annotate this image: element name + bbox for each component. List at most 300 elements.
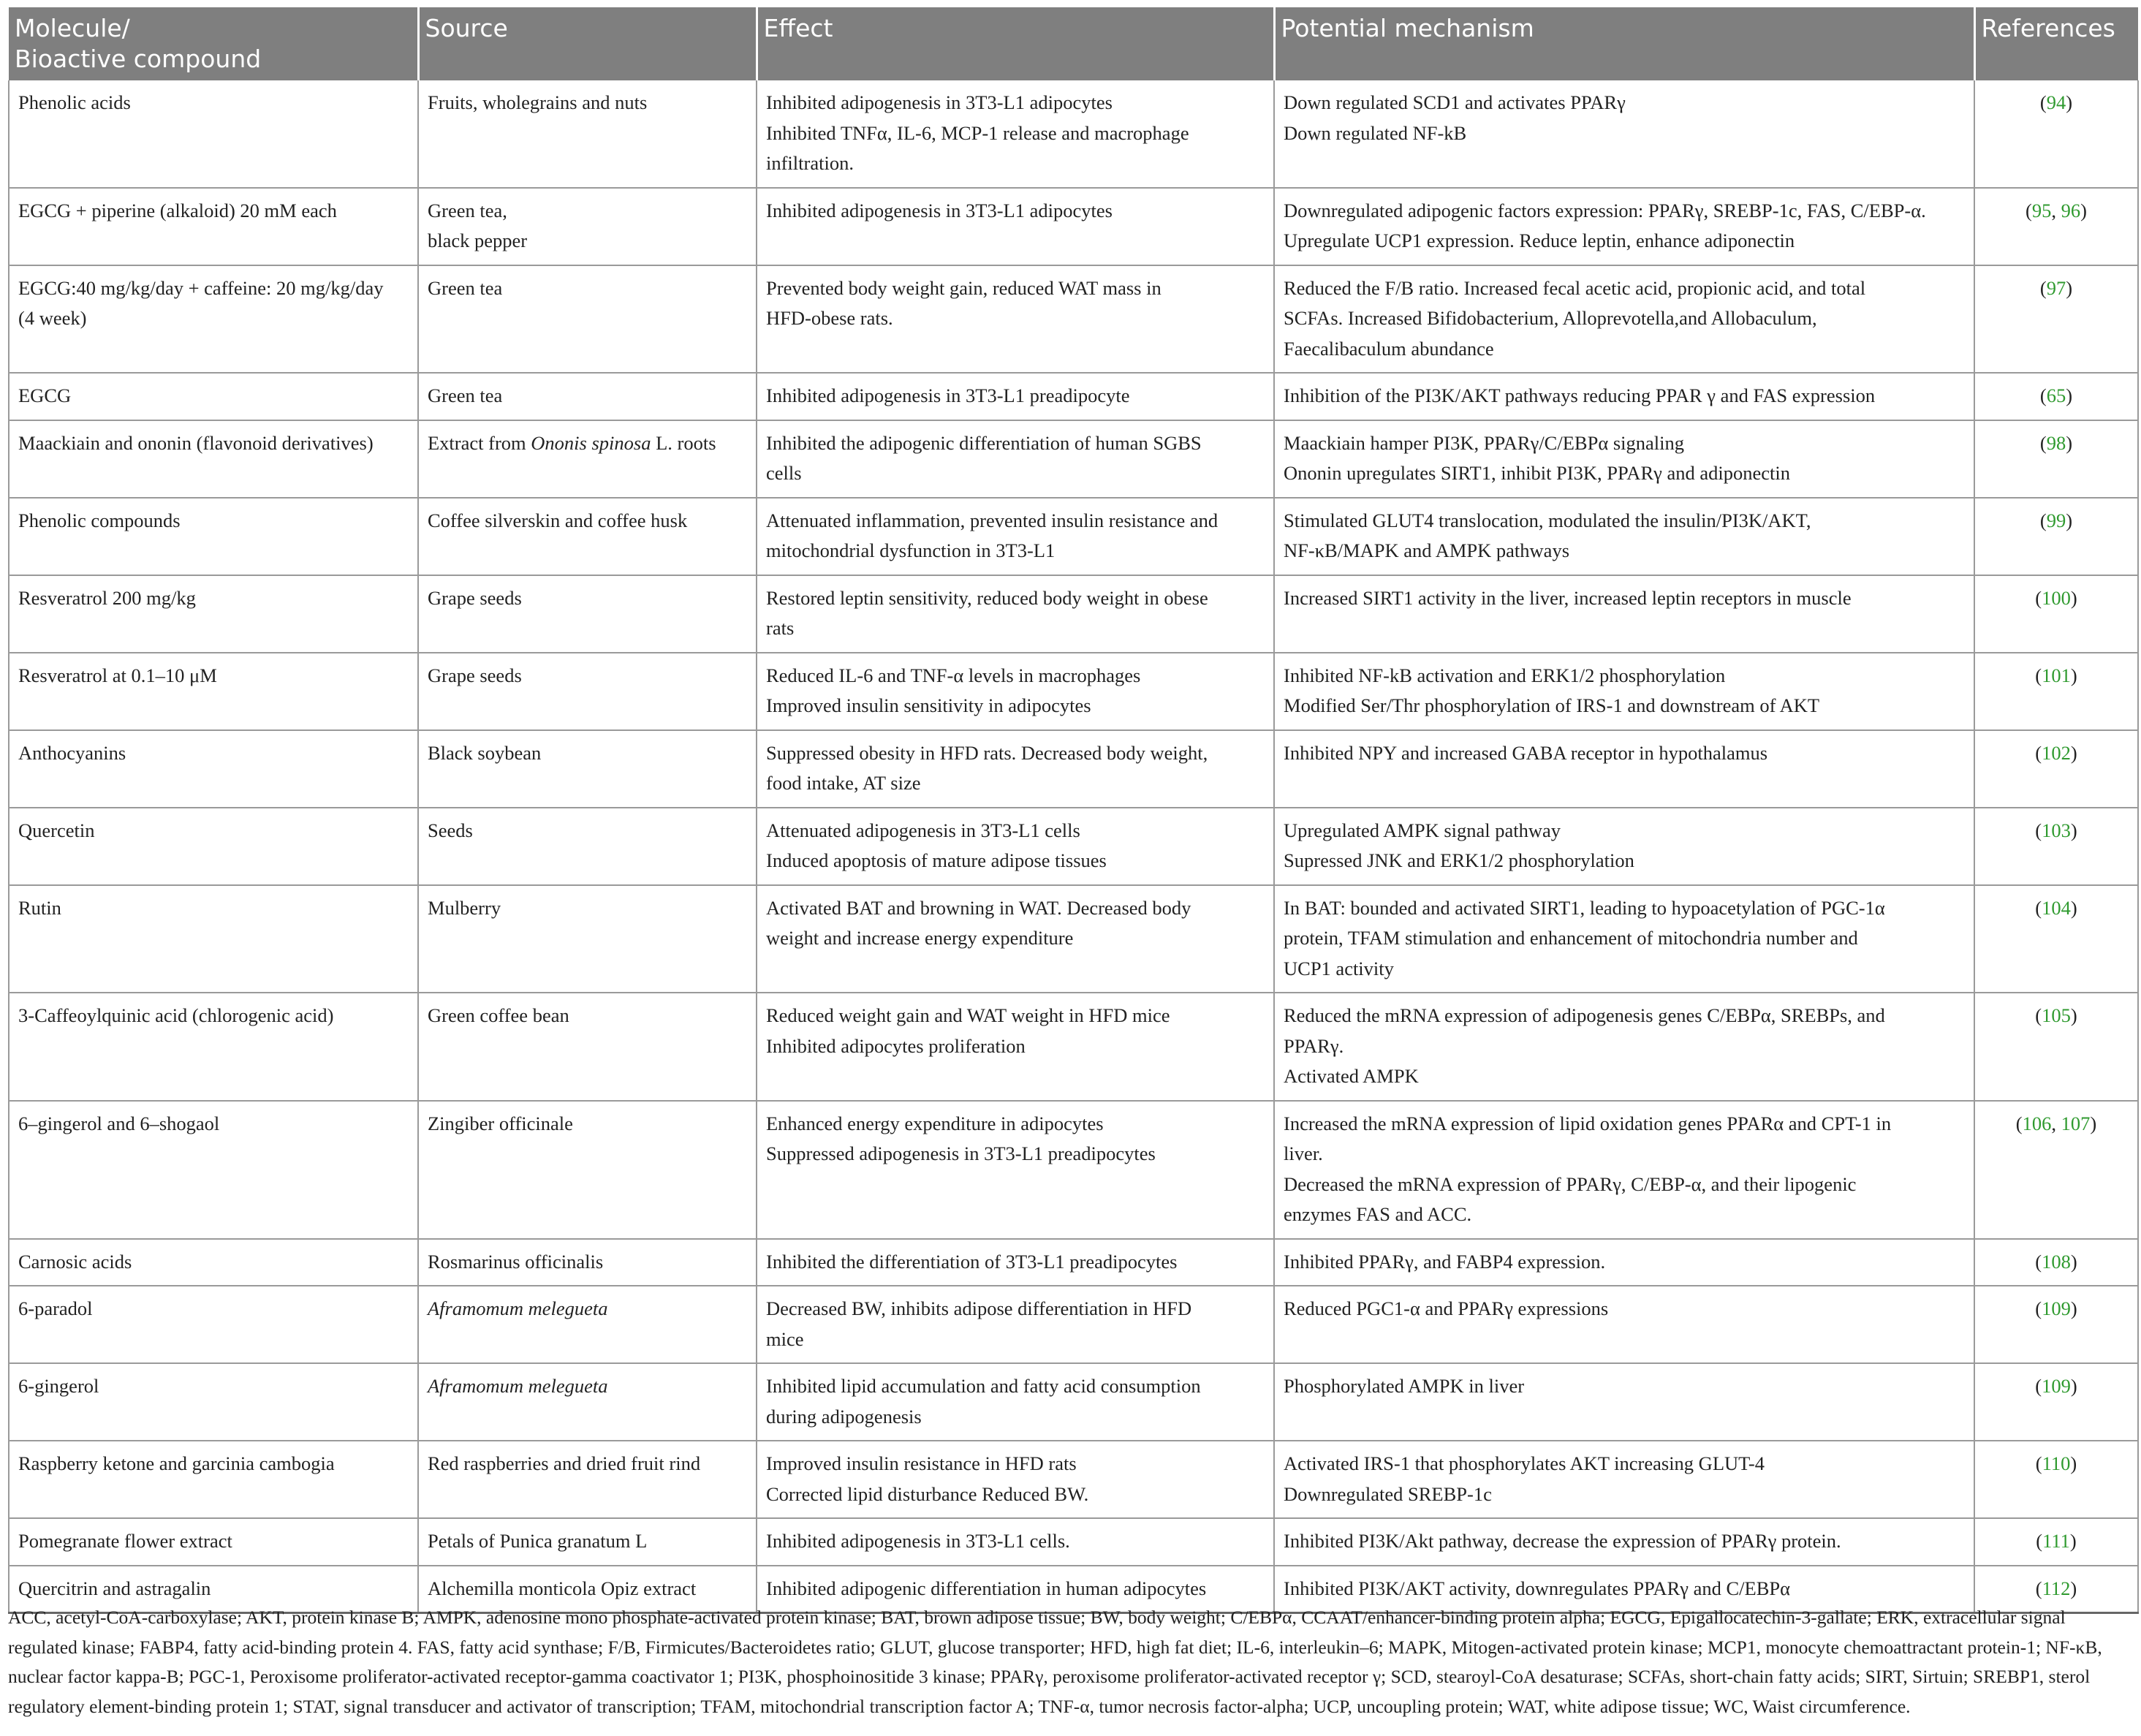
source-text: L. roots [651, 431, 716, 454]
ref-close-paren: ) [2069, 1530, 2077, 1552]
molecule-cell [9, 1101, 418, 1239]
effect-cell-line: Suppressed obesity in HFD rats. Decreased body weight, [766, 741, 1208, 764]
mechanism-cell-line: Faecalibaculum abundance [1284, 337, 1494, 360]
source-cell-line [428, 1247, 747, 1278]
source-cell-line [428, 1109, 747, 1140]
molecule-cell [9, 575, 418, 653]
table-row [9, 1239, 2138, 1286]
source-text: Black soybean [428, 741, 542, 764]
mechanism-cell-line: Phosphorylated AMPK in liver [1284, 1375, 1525, 1397]
table-row [9, 808, 2138, 885]
references-cell [1974, 1239, 2138, 1286]
source-text: Green tea [428, 276, 503, 299]
mechanism-cell-line: Supressed JNK and ERK1/2 phosphorylation [1284, 849, 1634, 871]
ref-open-paren: ( [2039, 91, 2047, 113]
effect-cell [757, 808, 1274, 885]
effect-cell-line: HFD-obese rats. [766, 307, 893, 329]
mechanism-cell-line: Reduced PGC1-α and PPARγ expressions [1284, 1297, 1609, 1319]
source-cell-line [428, 1001, 747, 1031]
source-cell-line [428, 1574, 747, 1604]
mechanism-cell [1274, 1101, 1974, 1239]
effect-cell [757, 575, 1274, 653]
ref-separator: , [2051, 199, 2061, 221]
source-cell [418, 80, 757, 188]
table-row [9, 575, 2138, 653]
molecule-cell [9, 1518, 418, 1566]
mechanism-cell-line: Inhibited PI3K/AKT activity, downregulates PPARγ and C/EBPα [1284, 1577, 1790, 1599]
reference-link[interactable]: 99 [2046, 509, 2066, 531]
effect-cell [757, 1286, 1274, 1363]
reference-link[interactable]: 110 [2042, 1452, 2071, 1474]
molecule-cell [9, 373, 418, 420]
reference-link[interactable]: 103 [2042, 819, 2071, 841]
mechanism-cell [1274, 80, 1974, 188]
effect-cell [757, 498, 1274, 575]
mechanism-cell [1274, 188, 1974, 265]
source-cell-line [428, 226, 747, 257]
molecule-cell [9, 885, 418, 993]
mechanism-cell-line: Increased the mRNA expression of lipid oxidation genes PPARα and CPT-1 in [1284, 1112, 1892, 1134]
header-molecule-line1: Molecule/ [15, 14, 130, 42]
molecule-cell [9, 1239, 418, 1286]
ref-open-paren: ( [2039, 276, 2047, 299]
source-cell-line [428, 1526, 747, 1557]
effect-cell [757, 1363, 1274, 1441]
mechanism-cell [1274, 885, 1974, 993]
mechanism-cell-line: Downregulated adipogenic factors expression: PPARγ, SREBP-1c, FAS, C/EBP-α. [1284, 199, 1926, 221]
mechanism-cell-line: Decreased the mRNA expression of PPARγ, C/EBP-α, and their lipogenic [1284, 1172, 1857, 1195]
source-text: Grape seeds [428, 664, 522, 686]
molecule-cell-line: Phenolic acids [18, 91, 131, 113]
mechanism-cell-line: Activated AMPK [1284, 1065, 1419, 1087]
source-text: Rosmarinus officinalis [428, 1250, 604, 1273]
effect-cell [757, 1518, 1274, 1566]
references-cell [1974, 1363, 2138, 1441]
molecule-cell [9, 420, 418, 498]
effect-cell-line: Inhibited TNFα, IL-6, MCP-1 release and macrophage [766, 121, 1189, 144]
molecule-cell-line: 6-paradol [18, 1297, 93, 1319]
mechanism-cell-line: Downregulated SREBP-1c [1284, 1482, 1492, 1505]
source-cell [418, 575, 757, 653]
source-cell [418, 265, 757, 374]
ref-separator: , [2051, 1112, 2061, 1134]
effect-cell-line: Inhibited the differentiation of 3T3-L1 preadipocytes [766, 1250, 1178, 1273]
molecule-cell-line: (4 week) [18, 307, 87, 329]
source-cell [418, 808, 757, 885]
mechanism-cell [1274, 1239, 1974, 1286]
mechanism-cell [1274, 993, 1974, 1101]
ref-open-paren: ( [2026, 199, 2032, 221]
mechanism-cell-line: NF-κB/MAPK and AMPK pathways [1284, 539, 1570, 561]
effect-cell-line: Inhibited adipocytes proliferation [766, 1034, 1026, 1057]
mechanism-cell [1274, 498, 1974, 575]
source-text: Fruits, wholegrains and nuts [428, 91, 648, 113]
source-text: black pepper [428, 230, 528, 251]
reference-link[interactable]: 109 [2042, 1375, 2071, 1397]
effect-cell-line: Inhibited adipogenesis in 3T3-L1 preadipocyte [766, 384, 1130, 406]
source-cell-line [428, 583, 747, 614]
mechanism-cell [1274, 1441, 1974, 1518]
references-cell [1974, 653, 2138, 730]
reference-link[interactable]: 65 [2046, 384, 2066, 406]
ref-close-paren: ) [2070, 664, 2077, 686]
mechanism-cell [1274, 420, 1974, 498]
ref-open-paren: ( [2039, 384, 2047, 406]
molecule-cell-line: 6–gingerol and 6–shogaol [18, 1112, 220, 1134]
references-cell [1974, 265, 2138, 374]
mechanism-cell-line: Upregulated AMPK signal pathway [1284, 819, 1561, 841]
mechanism-cell [1274, 575, 1974, 653]
effect-cell-line: during adipogenesis [766, 1405, 922, 1428]
ref-open-paren: ( [2015, 1112, 2023, 1134]
source-italic-text: Aframomum melegueta [428, 1375, 608, 1397]
molecule-cell [9, 653, 418, 730]
ref-open-paren: ( [2035, 1004, 2042, 1026]
source-text: Seeds [428, 819, 473, 841]
effect-cell-line: mitochondrial dysfunction in 3T3-L1 [766, 539, 1056, 561]
references-cell [1974, 188, 2138, 265]
ref-close-paren: ) [2070, 1297, 2077, 1319]
source-cell [418, 1363, 757, 1441]
header-source: Source [418, 7, 757, 80]
table-body [9, 80, 2138, 1613]
mechanism-cell [1274, 730, 1974, 808]
mechanism-cell-line: Inhibited PI3K/Akt pathway, decrease the expression of PPARγ protein. [1284, 1530, 1841, 1552]
references-cell [1974, 1441, 2138, 1518]
source-text: Coffee silverskin and coffee husk [428, 509, 688, 531]
source-italic-text: Aframomum melegueta [428, 1297, 608, 1319]
mechanism-cell-line: Stimulated GLUT4 translocation, modulated the insulin/PI3K/AKT, [1284, 509, 1811, 531]
reference-link[interactable]: 95 [2031, 199, 2052, 221]
reference-link[interactable]: 101 [2042, 664, 2071, 686]
ref-close-paren: ) [2070, 896, 2077, 919]
references-cell [1974, 80, 2138, 188]
source-text: Green tea, [428, 199, 507, 221]
reference-link[interactable]: 112 [2042, 1577, 2071, 1599]
reference-link[interactable]: 94 [2046, 91, 2066, 113]
references-cell [1974, 498, 2138, 575]
mechanism-cell-line: Inhibited NF-kB activation and ERK1/2 phosphorylation [1284, 664, 1726, 686]
source-text: Petals of Punica granatum L [428, 1530, 648, 1552]
compound-table-container [8, 7, 2137, 1614]
molecule-cell [9, 730, 418, 808]
effect-cell-line: Decreased BW, inhibits adipose differentiation in HFD [766, 1297, 1192, 1319]
table-header [9, 7, 2138, 80]
effect-cell [757, 730, 1274, 808]
effect-cell-line: Inhibited adipogenesis in 3T3-L1 adipocytes [766, 199, 1113, 221]
mechanism-cell-line: SCFAs. Increased Bifidobacterium, Alloprevotella,and Allobaculum, [1284, 307, 1817, 329]
effect-cell [757, 373, 1274, 420]
reference-link[interactable]: 96 [2061, 199, 2081, 221]
ref-close-paren: ) [2070, 1375, 2077, 1397]
mechanism-cell [1274, 265, 1974, 374]
effect-cell-line: Activated BAT and browning in WAT. Decreased body [766, 896, 1191, 919]
references-cell [1974, 730, 2138, 808]
ref-open-paren: ( [2035, 741, 2042, 764]
references-cell [1974, 420, 2138, 498]
source-cell-line [428, 88, 747, 118]
mechanism-cell-line: Inhibited PPARγ, and FABP4 expression. [1284, 1250, 1606, 1273]
effect-cell-line: food intake, AT size [766, 772, 921, 794]
source-text: Green tea [428, 384, 503, 406]
mechanism-cell-line: Reduced the mRNA expression of adipogenesis genes C/EBPα, SREBPs, and [1284, 1004, 1885, 1026]
ref-close-paren: ) [2066, 509, 2073, 531]
source-cell [418, 420, 757, 498]
source-cell [418, 188, 757, 265]
table-row [9, 188, 2138, 265]
source-cell-line [428, 196, 747, 227]
ref-close-paren: ) [2070, 586, 2077, 609]
ref-close-paren: ) [2070, 1452, 2077, 1474]
effect-cell [757, 80, 1274, 188]
table-row [9, 730, 2138, 808]
molecule-cell-line: EGCG + piperine (alkaloid) 20 mM each [18, 199, 337, 221]
header-references: References [1974, 7, 2138, 80]
references-cell [1974, 885, 2138, 993]
mechanism-cell [1274, 373, 1974, 420]
ref-close-paren: ) [2066, 276, 2073, 299]
effect-cell-line: Restored leptin sensitivity, reduced body weight in obese [766, 586, 1208, 609]
effect-cell-line: infiltration. [766, 152, 854, 174]
molecule-cell [9, 1363, 418, 1441]
effect-cell-line: Prevented body weight gain, reduced WAT mass in [766, 276, 1162, 299]
references-cell [1974, 993, 2138, 1101]
source-cell [418, 730, 757, 808]
table-row [9, 80, 2138, 188]
source-cell [418, 1441, 757, 1518]
source-text: Grape seeds [428, 586, 522, 609]
reference-link[interactable]: 108 [2042, 1250, 2071, 1273]
mechanism-cell-line: Inhibited NPY and increased GABA receptor in hypothalamus [1284, 741, 1768, 764]
mechanism-cell [1274, 808, 1974, 885]
source-cell-line [428, 428, 747, 459]
source-italic-text: Ononis spinosa [531, 431, 651, 454]
references-cell [1974, 1101, 2138, 1239]
effect-cell [757, 265, 1274, 374]
source-text: Red raspberries and dried fruit rind [428, 1452, 701, 1474]
reference-link[interactable]: 107 [2061, 1112, 2091, 1134]
source-cell [418, 373, 757, 420]
molecule-cell-line: Resveratrol 200 mg/kg [18, 586, 196, 609]
source-text: Mulberry [428, 896, 501, 919]
references-cell [1974, 808, 2138, 885]
source-text: Green coffee bean [428, 1004, 569, 1026]
effect-cell [757, 420, 1274, 498]
table-row [9, 653, 2138, 730]
ref-close-paren: ) [2090, 1112, 2097, 1134]
source-cell-line [428, 506, 747, 537]
source-cell-line [428, 1449, 747, 1479]
effect-cell [757, 993, 1274, 1101]
reference-link[interactable]: 105 [2042, 1004, 2071, 1026]
ref-open-paren: ( [2035, 664, 2042, 686]
mechanism-cell-line: Upregulate UCP1 expression. Reduce leptin, enhance adiponectin [1284, 230, 1795, 251]
ref-open-paren: ( [2039, 509, 2047, 531]
molecule-cell-line: EGCG:40 mg/kg/day + caffeine: 20 mg/kg/day [18, 276, 384, 299]
effect-cell-line: Induced apoptosis of mature adipose tissues [766, 849, 1107, 871]
header-mechanism: Potential mechanism [1274, 7, 1974, 80]
effect-cell-line: Inhibited adipogenic differentiation in human adipocytes [766, 1577, 1207, 1599]
table-row [9, 498, 2138, 575]
table-row [9, 265, 2138, 374]
reference-link[interactable]: 109 [2042, 1297, 2071, 1319]
mechanism-cell [1274, 1363, 1974, 1441]
table-row [9, 1441, 2138, 1518]
effect-cell-line: Suppressed adipogenesis in 3T3-L1 preadipocytes [766, 1142, 1156, 1164]
mechanism-cell-line: liver. [1284, 1142, 1323, 1164]
effect-cell-line: Reduced IL-6 and TNF-α levels in macrophages [766, 664, 1141, 686]
molecule-cell-line: Raspberry ketone and garcinia cambogia [18, 1452, 335, 1474]
table-row [9, 373, 2138, 420]
table-row [9, 1101, 2138, 1239]
table-row [9, 1363, 2138, 1441]
molecule-cell-line: Carnosic acids [18, 1250, 132, 1273]
table-row [9, 993, 2138, 1101]
source-cell-line [428, 893, 747, 924]
ref-open-paren: ( [2039, 431, 2047, 454]
header-molecule [9, 7, 418, 80]
source-cell-line [428, 738, 747, 769]
ref-open-paren: ( [2035, 896, 2042, 919]
header-molecule-line2: Bioactive compound [15, 45, 262, 73]
effect-cell-line: Inhibited the adipogenic differentiation of human SGBS [766, 431, 1202, 454]
table-row [9, 1286, 2138, 1363]
source-cell-line [428, 381, 747, 412]
ref-close-paren: ) [2070, 1577, 2077, 1599]
ref-open-paren: ( [2035, 1577, 2042, 1599]
mechanism-cell-line: Ononin upregulates SIRT1, inhibit PI3K, PPARγ and adiponectin [1284, 462, 1790, 484]
molecule-cell-line: 3-Caffeoylquinic acid (chlorogenic acid) [18, 1004, 334, 1026]
reference-link[interactable]: 106 [2022, 1112, 2052, 1134]
effect-cell [757, 1239, 1274, 1286]
source-text: Alchemilla monticola Opiz extract [428, 1577, 697, 1599]
table-row [9, 1518, 2138, 1566]
effect-cell-line: weight and increase energy expenditure [766, 927, 1074, 949]
molecule-cell-line: Resveratrol at 0.1–10 μM [18, 664, 217, 686]
effect-cell-line: Inhibited lipid accumulation and fatty acid consumption [766, 1375, 1201, 1397]
mechanism-cell-line: Increased SIRT1 activity in the liver, increased leptin receptors in muscle [1284, 586, 1852, 609]
effect-cell-line: Improved insulin resistance in HFD rats [766, 1452, 1077, 1474]
source-cell [418, 1239, 757, 1286]
molecule-cell [9, 808, 418, 885]
ref-open-paren: ( [2035, 1452, 2042, 1474]
references-cell [1974, 1286, 2138, 1363]
ref-close-paren: ) [2070, 741, 2077, 764]
mechanism-cell-line: UCP1 activity [1284, 957, 1394, 979]
source-cell [418, 653, 757, 730]
source-text: Extract from [428, 431, 531, 454]
mechanism-cell-line: Down regulated SCD1 and activates PPARγ [1284, 91, 1626, 113]
effect-cell-line: rats [766, 617, 795, 639]
header-row [9, 7, 2138, 80]
molecule-cell-line: Phenolic compounds [18, 509, 181, 531]
molecule-cell-line: Quercitrin and astragalin [18, 1577, 211, 1599]
source-cell-line [428, 1294, 747, 1324]
effect-cell [757, 188, 1274, 265]
source-cell [418, 498, 757, 575]
ref-open-paren: ( [2035, 1250, 2042, 1273]
effect-cell-line: Improved insulin sensitivity in adipocytes [766, 694, 1091, 716]
source-cell-line [428, 1371, 747, 1402]
molecule-cell-line: Maackiain and ononin (flavonoid derivatives) [18, 431, 374, 454]
effect-cell [757, 885, 1274, 993]
molecule-cell [9, 80, 418, 188]
references-cell [1974, 575, 2138, 653]
reference-link[interactable]: 97 [2046, 276, 2066, 299]
effect-cell-line: Attenuated inflammation, prevented insulin resistance and [766, 509, 1219, 531]
molecule-cell [9, 1441, 418, 1518]
mechanism-cell-line: Modified Ser/Thr phosphorylation of IRS-1 and downstream of AKT [1284, 694, 1820, 716]
molecule-cell [9, 498, 418, 575]
molecule-cell [9, 1286, 418, 1363]
mechanism-cell-line: enzymes FAS and ACC. [1284, 1203, 1472, 1225]
molecule-cell [9, 265, 418, 374]
effect-cell-line: mice [766, 1327, 804, 1350]
ref-open-paren: ( [2035, 819, 2042, 841]
reference-link[interactable]: 104 [2042, 896, 2071, 919]
mechanism-cell-line: Activated IRS-1 that phosphorylates AKT increasing GLUT-4 [1284, 1452, 1765, 1474]
table-row [9, 885, 2138, 993]
effect-cell-line: Corrected lipid disturbance Reduced BW. [766, 1482, 1089, 1505]
header-effect: Effect [757, 7, 1274, 80]
effect-cell-line: Attenuated adipogenesis in 3T3-L1 cells [766, 819, 1080, 841]
effect-cell [757, 1101, 1274, 1239]
effect-cell-line: Reduced weight gain and WAT weight in HFD mice [766, 1004, 1170, 1026]
ref-close-paren: ) [2080, 199, 2087, 221]
ref-open-paren: ( [2035, 1297, 2042, 1319]
source-cell [418, 1286, 757, 1363]
mechanism-cell-line: Inhibition of the PI3K/AKT pathways reducing PPAR γ and FAS expression [1284, 384, 1876, 406]
mechanism-cell [1274, 1286, 1974, 1363]
molecule-cell-line: Rutin [18, 896, 61, 919]
mechanism-cell-line: protein, TFAM stimulation and enhancement of mitochondria number and [1284, 927, 1858, 949]
source-cell-line [428, 273, 747, 304]
effect-cell-line: Inhibited adipogenesis in 3T3-L1 cells. [766, 1530, 1070, 1552]
molecule-cell-line: EGCG [18, 384, 72, 406]
molecule-cell-line: Quercetin [18, 819, 95, 841]
molecule-cell-line: Anthocyanins [18, 741, 126, 764]
ref-open-paren: ( [2035, 586, 2042, 609]
ref-open-paren: ( [2036, 1530, 2043, 1552]
source-cell-line [428, 661, 747, 691]
source-cell [418, 993, 757, 1101]
reference-link[interactable]: 98 [2046, 431, 2066, 454]
molecule-cell-line: Pomegranate flower extract [18, 1530, 232, 1552]
reference-link[interactable]: 102 [2042, 741, 2071, 764]
mechanism-cell-line: PPARγ. [1284, 1034, 1344, 1057]
references-cell [1974, 373, 2138, 420]
mechanism-cell-line: In BAT: bounded and activated SIRT1, leading to hypoacetylation of PGC-1α [1284, 896, 1885, 919]
reference-link[interactable]: 111 [2042, 1530, 2070, 1552]
ref-close-paren: ) [2070, 1004, 2077, 1026]
source-text: Zingiber officinale [428, 1112, 573, 1134]
compound-table [8, 7, 2139, 1614]
table-footnote: ACC, acetyl-CoA-carboxylase; AKT, protein kinase B; AMPK, adenosine mono phosphate-activated protein kinase; BAT, brown adipose tissue; BW, body weight; C/EBPα, CCAAT/enhancer-binding protein alpha; EGCG, Epigallocatechin-3-gallate; ERK, extracellular signal regulated kinase; FABP4, fatty acid-binding protein 4. FAS, fatty acid synthase; F/B, Firmicutes/Bacteroidetes ratio; GLUT, glucose transporter; HFD, high fat diet; IL-6, interleukin–6; MAPK, Mitogen-activated protein kinase; MCP1, monocyte chemoattractant protein-1; NF-κB, nuclear factor kappa-B; PGC-1, Peroxisome proliferator-activated receptor-gamma coactivator 1; PI3K, phosphoinositide 3 kinase; PPARγ, peroxisome proliferator-activated receptor γ; SCD, stearoyl-CoA desaturase; SCFAs, short-chain fatty acids; SIRT, Sirtuin; SREBP1, sterol regulatory element-binding protein 1; STAT, signal transducer and activator of transcription; TFAM, mitochondrial transcription factor A; TNF-α, tumor necrosis factor-alpha; UCP, uncoupling protein; WAT, white adipose tissue; WC, Waist circumference. [8, 1607, 2102, 1717]
mechanism-cell-line: Down regulated NF-kB [1284, 121, 1467, 144]
ref-close-paren: ) [2070, 1250, 2077, 1273]
ref-close-paren: ) [2066, 384, 2073, 406]
effect-cell [757, 1441, 1274, 1518]
table-row [9, 420, 2138, 498]
source-cell-line [428, 816, 747, 846]
mechanism-cell [1274, 653, 1974, 730]
references-cell [1974, 1518, 2138, 1566]
ref-close-paren: ) [2066, 91, 2073, 113]
effect-cell-line: Enhanced energy expenditure in adipocytes [766, 1112, 1104, 1134]
reference-link[interactable]: 100 [2042, 586, 2071, 609]
effect-cell-line: Inhibited adipogenesis in 3T3-L1 adipocytes [766, 91, 1113, 113]
molecule-cell-line: 6-gingerol [18, 1375, 99, 1397]
